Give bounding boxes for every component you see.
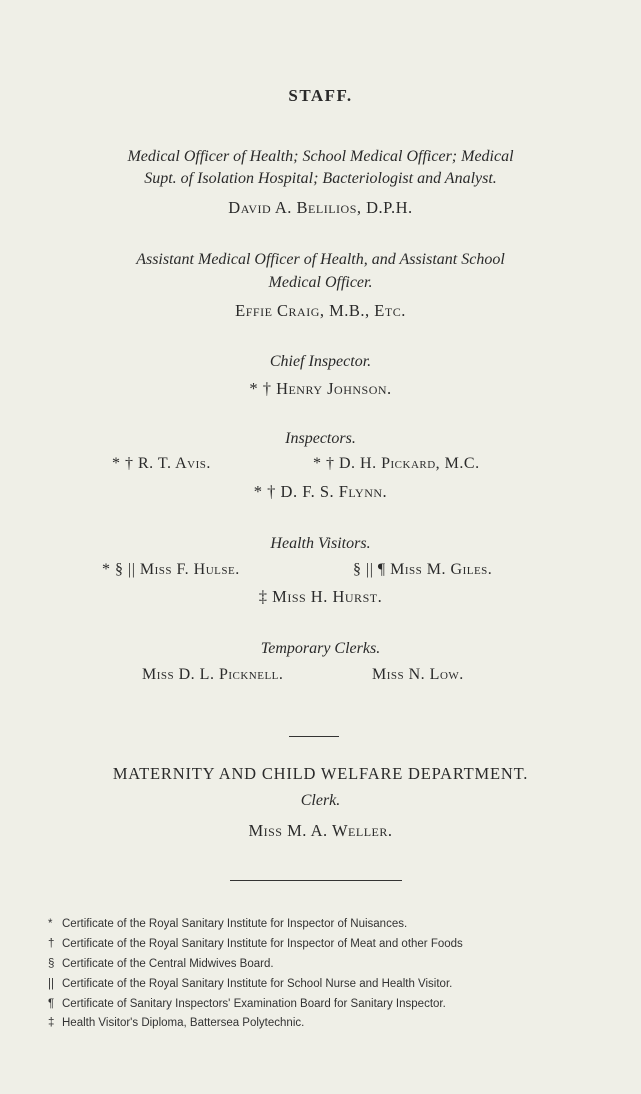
asst-name: Effie Craig, M.B., Etc.	[235, 301, 406, 320]
health-visitor-name: ‡ Miss H. Hurst.	[258, 587, 383, 606]
chief-name: * † Henry Johnson.	[249, 379, 392, 398]
footnote: || Certificate of the Royal Sanitary Institute for School Nurse and Health Visitor.	[48, 978, 453, 990]
inspector-name: * † D. H. Pickard, M.C.	[313, 455, 480, 472]
divider	[289, 736, 339, 737]
asst-role-line2: Medical Officer.	[268, 274, 373, 291]
asst-role-line1: Assistant Medical Officer of Health, and Assistant School	[136, 251, 505, 268]
temp-clerk-name: Miss N. Low.	[372, 666, 464, 683]
moh-name: David A. Belilios, D.P.H.	[228, 198, 413, 217]
health-visitor-name: * § || Miss F. Hulse.	[102, 561, 240, 578]
chief-role: Chief Inspector.	[269, 353, 372, 370]
temp-clerk-name: Miss D. L. Picknell.	[142, 666, 284, 683]
inspector-name: * † D. F. S. Flynn.	[253, 482, 388, 501]
page-title: STAFF.	[288, 86, 353, 105]
maternity-heading: MATERNITY AND CHILD WELFARE DEPARTMENT.	[112, 764, 529, 783]
maternity-name: Miss M. A. Weller.	[248, 821, 393, 840]
inspectors-role: Inspectors.	[285, 430, 356, 447]
health-visitor-name: § || ¶ Miss M. Giles.	[353, 561, 493, 578]
moh-role-line1: Medical Officer of Health; School Medical Officer; Medical	[127, 148, 514, 165]
maternity-role: Clerk.	[300, 792, 341, 809]
footnote: ¶ Certificate of Sanitary Inspectors' Examination Board for Sanitary Inspector.	[48, 998, 446, 1010]
inspector-name: * † R. T. Avis.	[112, 455, 211, 472]
moh-role-line2: Supt. of Isolation Hospital; Bacteriologist and Analyst.	[144, 170, 497, 187]
footnote-divider	[230, 880, 402, 881]
footnote: * Certificate of the Royal Sanitary Institute for Inspector of Nuisances.	[48, 918, 408, 930]
temp-clerks-role: Temporary Clerks.	[260, 640, 381, 657]
health-visitors-role: Health Visitors.	[270, 535, 371, 552]
footnote: † Certificate of the Royal Sanitary Institute for Inspector of Meat and other Foods	[48, 938, 463, 950]
footnote: ‡ Health Visitor's Diploma, Battersea Polytechnic.	[48, 1017, 305, 1029]
footnote: § Certificate of the Central Midwives Board.	[48, 958, 274, 970]
